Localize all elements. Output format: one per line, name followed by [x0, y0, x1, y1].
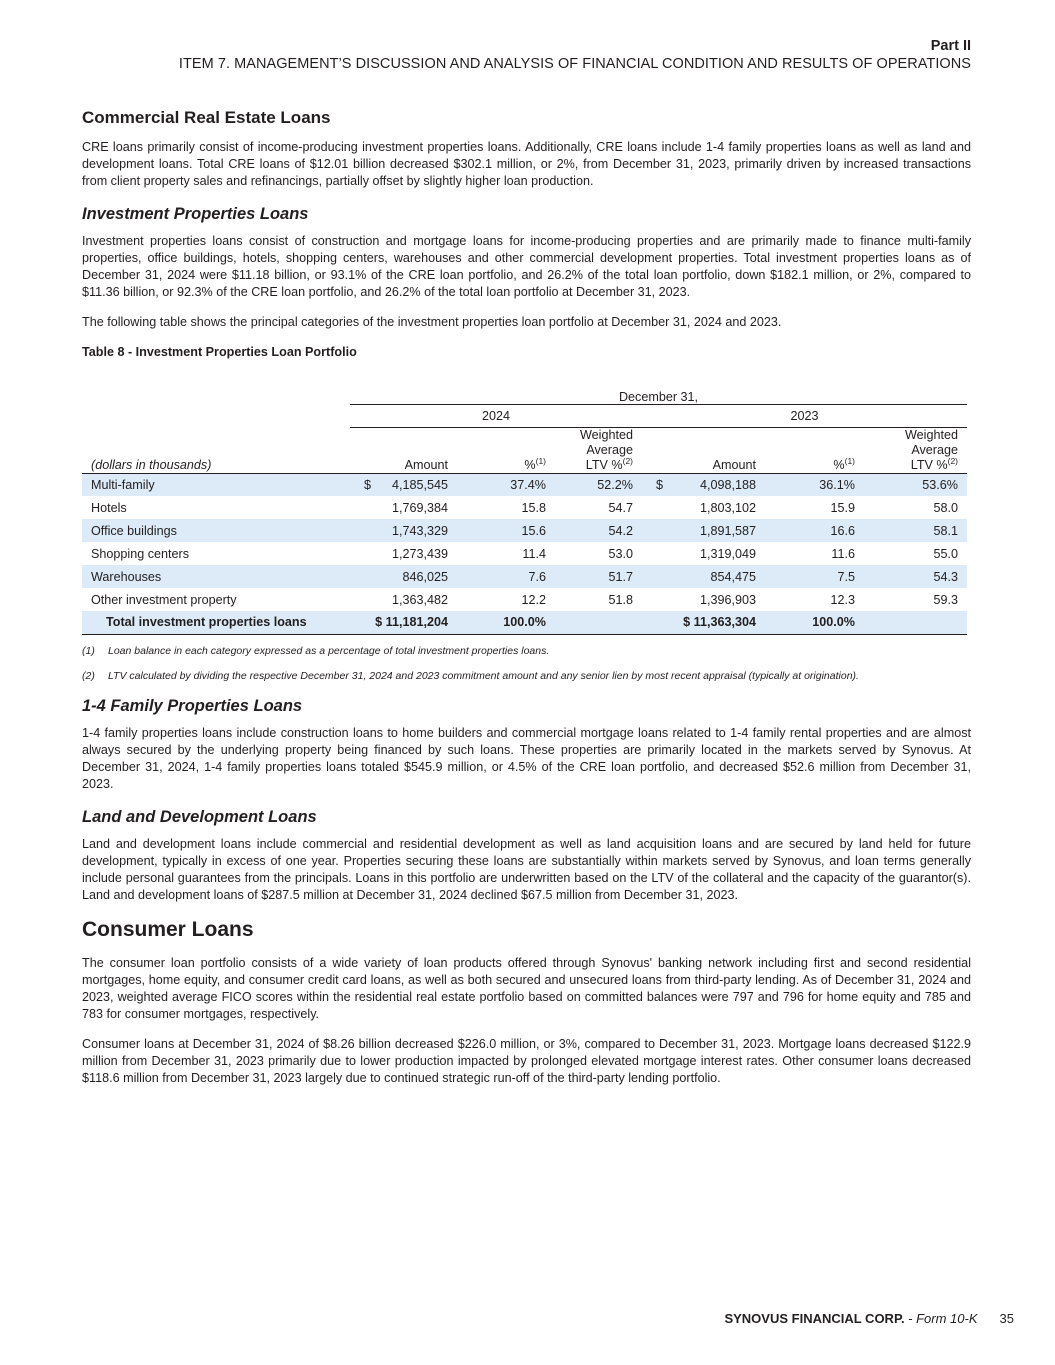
- company-name: SYNOVUS FINANCIAL CORP.: [724, 1311, 905, 1326]
- page-header: [179, 37, 971, 74]
- pct-header-2023: %$^{(1)}$: [765, 427, 864, 473]
- cre-heading: Commercial Real Estate Loans: [82, 108, 331, 127]
- ipl-paragraph-2: The following table shows the principal categories of the investment properties loan portfolio at December 31, 2024 and 2023.: [82, 315, 782, 329]
- consumer-paragraph-2: Consumer loans at December 31, 2024 of $8.26 billion decreased $226.0 million, or 3%, compared to December 31, 2023. Mortgage loans decreased $122.9 million from December 31, 2023 primarily due to lower production impacted by prolonged elevated mortgage interest rates. Other consumer loans decreased $118.6 million from December 31, 2023 largely due to continued strategic run-off of the third-party lending portfolio.: [82, 1036, 971, 1085]
- cre-paragraph: CRE loans primarily consist of income-producing investment properties loans. Additionally, CRE loans include 1-4 family properties loans as well as land and development loans. Total CRE loans of $12.01 billion decreased $302.1 million, or 2%, from December 31, 2023, primarily driven by increased transactions from client property sales and refinancings, partially offset by slightly higher loan production.: [82, 140, 971, 188]
- table-title: Table 8 - Investment Properties Loan Portfolio: [82, 345, 357, 359]
- main-content: [82, 107, 971, 1100]
- table-row: Multi-family $ 4,185,545 37.4% 52.2% $ 4,098,188 36.1% 53.6%: [82, 473, 967, 496]
- land-heading: Land and Development Loans: [82, 807, 317, 826]
- part-label: Part II: [930, 38, 971, 54]
- item-title: ITEM 7. MANAGEMENT’S DISCUSSION AND ANALYSIS OF FINANCIAL CONDITION AND RESULTS OF OPERATIONS: [178, 56, 971, 72]
- ltv-header-2023: Weighted Average LTV %$^{(2)}$: [864, 427, 967, 473]
- ipl-paragraph-1: Investment properties loans consist of construction and mortgage loans for income-producing properties and are primarily made to finance multi-family properties, office buildings, hotels, shopping centers, warehouses and other commercial development properties. Total investment properties loans as of December 31, 2024 were $11.18 billion, or 93.1% of the CRE loan portfolio, and 26.2% of the total loan portfolio, down $182.1 million, or 2%, compared to $11.36 billion, or 92.3% of the CRE loan portfolio, and 26.2% of the total loan portfolio at December 31, 2023.: [82, 234, 971, 299]
- amount-header-2023: Amount: [642, 427, 765, 473]
- year-2024-header: 2024: [350, 404, 642, 427]
- footnote-2: (2) LTV calculated by dividing the respective December 31, 2024 and 2023 commitment amount and any senior lien by most recent appraisal (typically at origination).: [82, 669, 859, 682]
- table-row: Shopping centers 1,273,439 11.4 53.0 1,319,049 11.6 55.0: [91, 546, 958, 561]
- ltv-header-2024: Weighted Average LTV %$^{(2)}$: [555, 427, 642, 473]
- ipl-heading: Investment Properties Loans: [82, 205, 309, 223]
- page-footer: [724, 1311, 1014, 1327]
- consumer-heading: Consumer Loans: [82, 917, 254, 941]
- family-paragraph: 1-4 family properties loans include construction loans to home builders and commercial mortgage loans related to 1-4 family rental properties and are almost always secured by the underlying property being financed by such loans. These properties are primarily located in the markets served by Synovus. At December 31, 2024, 1-4 family properties loans totaled $545.9 million, or 4.5% of the CRE loan portfolio, and decreased $52.6 million from December 31, 2023.: [82, 725, 971, 791]
- family-heading: 1-4 Family Properties Loans: [82, 696, 303, 715]
- dollars-label: (dollars in thousands): [82, 427, 350, 473]
- land-paragraph: Land and development loans include commercial and residential development as well as land acquisition loans and are secured by land held for future development, typically in excess of one year. Properties securing these loans are substantially within markets served by Synovus, and loan terms generally include personal guarantees from the principals. Loans in this portfolio are underwritten based on the LTV of the collateral and the capacity of the guarantor(s). Land and development loans of $287.5 million at December 31, 2024 declined $67.5 million from December 31, 2023.: [82, 836, 971, 902]
- table-row: Warehouses 846,025 7.6 51.7 854,475 7.5 54.3: [82, 565, 967, 588]
- amount-header-2024: Amount: [350, 427, 457, 473]
- table-total-row: Total investment properties loans $ 11,181,204 100.0% $ 11,363,304 100.0%: [82, 611, 967, 634]
- table-row: Office buildings 1,743,329 15.6 54.2 1,891,587 16.6 58.1: [82, 519, 967, 542]
- period-header: December 31,: [350, 381, 967, 404]
- year-2023-header: 2023: [642, 404, 967, 427]
- table-row: Other investment property 1,363,482 12.2 51.8 1,396,903 12.3 59.3: [91, 592, 958, 607]
- form-label: - Form 10-K: [904, 1311, 978, 1326]
- footnote-1: (1) Loan balance in each category expressed as a percentage of total investment properties loans.: [82, 644, 550, 657]
- consumer-paragraph-1: The consumer loan portfolio consists of a wide variety of loan products offered through Synovus' banking network including first and second residential mortgages, home equity, and consumer credit card loans, as well as both secured and unsecured loans from third-party lending. As of December 31, 2024 and 2023, weighted average FICO scores within the residential real estate portfolio based on committed balances were 797 and 796 for home equity and 785 and 783 for consumer mortgages, respectively.: [82, 955, 971, 1021]
- pct-header-2024: %$^{(1)}$: [457, 427, 555, 473]
- investment-loan-table: [82, 381, 967, 635]
- page-number: 35: [999, 1311, 1014, 1326]
- table-row: Hotels 1,769,384 15.8 54.7 1,803,102 15.9 58.0: [91, 500, 958, 515]
